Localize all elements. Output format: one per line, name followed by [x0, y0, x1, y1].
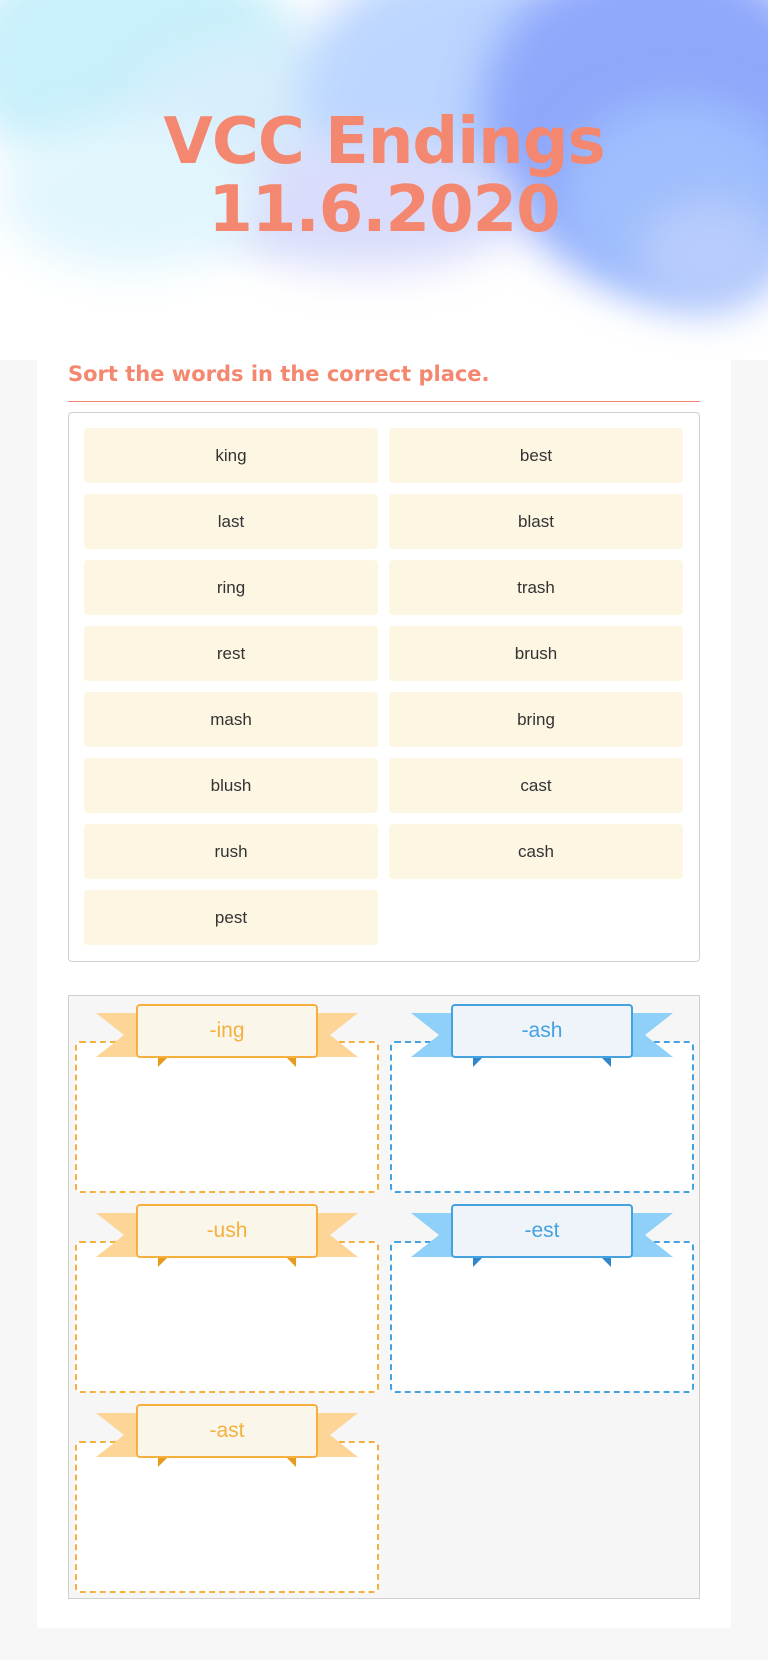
- page-title: [0, 105, 768, 247]
- word-tile-pest[interactable]: pest: [84, 890, 378, 945]
- word-tile-king[interactable]: king: [84, 428, 378, 483]
- title-line-2: 11.6.2020: [208, 173, 560, 247]
- header-banner: [0, 0, 768, 360]
- word-tile-brush[interactable]: brush: [389, 626, 683, 681]
- category-label-ush: -ush: [136, 1204, 318, 1258]
- sorting-area: [68, 995, 700, 1599]
- word-tile-blush[interactable]: blush: [84, 758, 378, 813]
- instruction-text: Sort the words in the correct place.: [68, 362, 490, 386]
- word-tile-rest[interactable]: rest: [84, 626, 378, 681]
- word-tile-cast[interactable]: cast: [389, 758, 683, 813]
- category-label-est: -est: [451, 1204, 633, 1258]
- word-tile-ring[interactable]: ring: [84, 560, 378, 615]
- word-tile-trash[interactable]: trash: [389, 560, 683, 615]
- category-label-ash: -ash: [451, 1004, 633, 1058]
- word-tile-bring[interactable]: bring: [389, 692, 683, 747]
- category-label-ast: -ast: [136, 1404, 318, 1458]
- title-line-1: VCC Endings: [163, 105, 605, 179]
- category-label-ing: -ing: [136, 1004, 318, 1058]
- word-tile-cash[interactable]: cash: [389, 824, 683, 879]
- word-tile-last[interactable]: last: [84, 494, 378, 549]
- instruction-divider: [68, 401, 700, 402]
- word-tile-mash[interactable]: mash: [84, 692, 378, 747]
- word-tile-blast[interactable]: blast: [389, 494, 683, 549]
- word-tile-best[interactable]: best: [389, 428, 683, 483]
- word-tile-rush[interactable]: rush: [84, 824, 378, 879]
- word-bank: [68, 412, 700, 962]
